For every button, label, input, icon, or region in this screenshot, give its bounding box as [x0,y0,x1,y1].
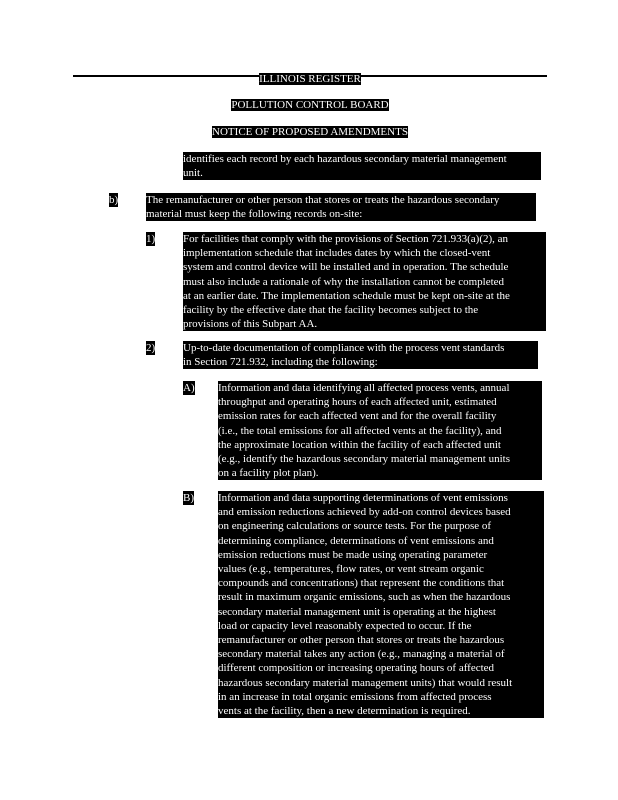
item-1-label: 1) [146,233,156,245]
register-title-text: ILLINOIS REGISTER [259,73,361,85]
item-b-text: Information and data supporting determinations of vent emissions and emission reductions achieved by add-on control devices based on engineering calculations or source tests. For the purpose of determining compliance, determinations of vent emissions and emission reductions must be made using operating parameter values (e.g., temperatures, flow rates, or vent stream organic compounds and concentrations) that represent the conditions that result in maximum organic emissions, such as when the hazardous secondary material management unit is operating at the highest load or capacity level reasonably expected to occur. If the remanufacturer or other person that stores or treats the hazardous secondary material takes any action (e.g., managing a material of different composition or increasing operating hours of affected hazardous secondary material management units) that would result in an increase in total organic emissions from affected process vents at the facility, then a new determination is required. [218,491,544,718]
item-1-text: For facilities that comply with the provisions of Section 721.933(a)(2), an implementation schedule that includes dates by which the closed-vent system and control device will be installed and in operation. The schedule must also include a rationale of why the installation cannot be completed at an earlier date. The implementation schedule must be kept on-site at the facility by the effective date that the facility becomes subject to the provisions of this Subpart AA. [183,232,546,331]
section-b-text: The remanufacturer or other person that stores or treats the hazardous secondary material must keep the following records on-site: [146,193,536,221]
intro-paragraph: identifies each record by each hazardous secondary material management unit. [183,152,541,180]
agency-title [73,98,547,112]
section-b-label: b) [109,194,119,206]
item-a-label: A) [183,382,195,394]
agency-title-text: POLLUTION CONTROL BOARD [231,99,389,111]
item-2-text: Up-to-date documentation of compliance with the process vent standards in Section 721.932, including the following: [183,341,538,369]
notice-title [73,125,547,139]
item-b-label: B) [183,492,194,504]
register-title [73,72,547,86]
notice-title-text: NOTICE OF PROPOSED AMENDMENTS [212,126,408,138]
item-2-label: 2) [146,342,156,354]
item-a-text: Information and data identifying all affected process vents, annual throughput and operating hours of each affected unit, estimated emission rates for each affected vent and for the overall facility (i.e., the total emissions for all affected vents at the facility), and the approximate location within the facility of each affected unit (e.g., identify the hazardous secondary material management units on a facility plot plan). [218,381,542,480]
